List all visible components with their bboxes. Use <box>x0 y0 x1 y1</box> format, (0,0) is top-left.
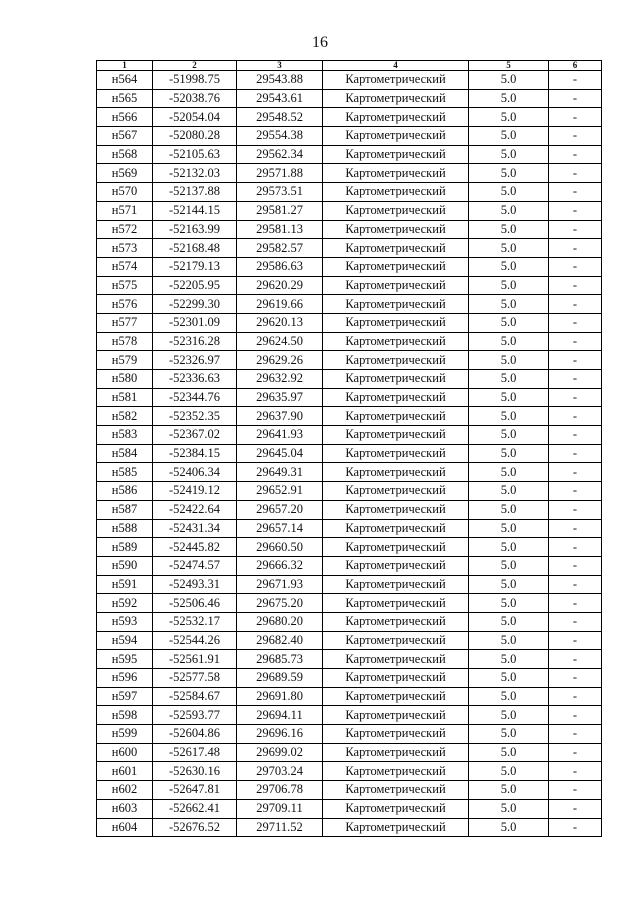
x-coordinate-cell: -52406.34 <box>153 463 237 482</box>
accuracy-cell: 5.0 <box>469 313 549 332</box>
x-coordinate-cell: -52344.76 <box>153 388 237 407</box>
accuracy-cell: 5.0 <box>469 463 549 482</box>
table-row <box>97 818 602 837</box>
accuracy-cell: 5.0 <box>469 706 549 725</box>
table-row <box>97 239 602 258</box>
note-cell: - <box>549 818 602 837</box>
method-cell: Картометрический <box>323 351 469 370</box>
y-coordinate-cell: 29543.61 <box>237 89 323 108</box>
accuracy-cell: 5.0 <box>469 127 549 146</box>
coordinates-table <box>96 60 602 837</box>
note-cell: - <box>549 612 602 631</box>
table-row <box>97 257 602 276</box>
y-coordinate-cell: 29685.73 <box>237 650 323 669</box>
note-cell: - <box>549 276 602 295</box>
y-coordinate-cell: 29573.51 <box>237 183 323 202</box>
table-header-row <box>97 61 602 71</box>
method-cell: Картометрический <box>323 89 469 108</box>
point-id-cell: н577 <box>97 313 153 332</box>
method-cell: Картометрический <box>323 799 469 818</box>
y-coordinate-cell: 29635.97 <box>237 388 323 407</box>
point-id-cell: н601 <box>97 762 153 781</box>
y-coordinate-cell: 29562.34 <box>237 145 323 164</box>
table-row <box>97 407 602 426</box>
x-coordinate-cell: -51998.75 <box>153 71 237 90</box>
table-row <box>97 575 602 594</box>
note-cell: - <box>549 145 602 164</box>
method-cell: Картометрический <box>323 444 469 463</box>
point-id-cell: н580 <box>97 370 153 389</box>
table-row <box>97 781 602 800</box>
y-coordinate-cell: 29620.13 <box>237 313 323 332</box>
point-id-cell: н590 <box>97 556 153 575</box>
note-cell: - <box>549 650 602 669</box>
accuracy-cell: 5.0 <box>469 762 549 781</box>
page-number: 16 <box>312 34 328 51</box>
accuracy-cell: 5.0 <box>469 575 549 594</box>
point-id-cell: н596 <box>97 669 153 688</box>
note-cell: - <box>549 762 602 781</box>
method-cell: Картометрический <box>323 743 469 762</box>
table-row <box>97 426 602 445</box>
note-cell: - <box>549 370 602 389</box>
accuracy-cell: 5.0 <box>469 781 549 800</box>
table-row <box>97 631 602 650</box>
table-row <box>97 332 602 351</box>
note-cell: - <box>549 164 602 183</box>
table-row <box>97 650 602 669</box>
column-header-4: 4 <box>323 61 469 71</box>
accuracy-cell: 5.0 <box>469 725 549 744</box>
accuracy-cell: 5.0 <box>469 388 549 407</box>
method-cell: Картометрический <box>323 426 469 445</box>
method-cell: Картометрический <box>323 127 469 146</box>
x-coordinate-cell: -52493.31 <box>153 575 237 594</box>
accuracy-cell: 5.0 <box>469 108 549 127</box>
point-id-cell: н592 <box>97 594 153 613</box>
point-id-cell: н579 <box>97 351 153 370</box>
note-cell: - <box>549 706 602 725</box>
point-id-cell: н598 <box>97 706 153 725</box>
table-row <box>97 145 602 164</box>
accuracy-cell: 5.0 <box>469 594 549 613</box>
note-cell: - <box>549 482 602 501</box>
note-cell: - <box>549 743 602 762</box>
point-id-cell: н572 <box>97 220 153 239</box>
point-id-cell: н582 <box>97 407 153 426</box>
table-row <box>97 556 602 575</box>
x-coordinate-cell: -52676.52 <box>153 818 237 837</box>
method-cell: Картометрический <box>323 370 469 389</box>
note-cell: - <box>549 220 602 239</box>
method-cell: Картометрический <box>323 762 469 781</box>
y-coordinate-cell: 29657.14 <box>237 519 323 538</box>
y-coordinate-cell: 29641.93 <box>237 426 323 445</box>
x-coordinate-cell: -52144.15 <box>153 201 237 220</box>
table-row <box>97 183 602 202</box>
x-coordinate-cell: -52532.17 <box>153 612 237 631</box>
x-coordinate-cell: -52316.28 <box>153 332 237 351</box>
y-coordinate-cell: 29624.50 <box>237 332 323 351</box>
method-cell: Картометрический <box>323 183 469 202</box>
note-cell: - <box>549 594 602 613</box>
x-coordinate-cell: -52326.97 <box>153 351 237 370</box>
table-row <box>97 669 602 688</box>
point-id-cell: н585 <box>97 463 153 482</box>
accuracy-cell: 5.0 <box>469 669 549 688</box>
table-row <box>97 538 602 557</box>
note-cell: - <box>549 463 602 482</box>
method-cell: Картометрический <box>323 71 469 90</box>
method-cell: Картометрический <box>323 239 469 258</box>
table-row <box>97 799 602 818</box>
y-coordinate-cell: 29706.78 <box>237 781 323 800</box>
accuracy-cell: 5.0 <box>469 201 549 220</box>
point-id-cell: н597 <box>97 687 153 706</box>
method-cell: Картометрический <box>323 257 469 276</box>
accuracy-cell: 5.0 <box>469 220 549 239</box>
x-coordinate-cell: -52593.77 <box>153 706 237 725</box>
y-coordinate-cell: 29699.02 <box>237 743 323 762</box>
note-cell: - <box>549 313 602 332</box>
note-cell: - <box>549 556 602 575</box>
accuracy-cell: 5.0 <box>469 183 549 202</box>
method-cell: Картометрический <box>323 538 469 557</box>
x-coordinate-cell: -52105.63 <box>153 145 237 164</box>
method-cell: Картометрический <box>323 556 469 575</box>
x-coordinate-cell: -52137.88 <box>153 183 237 202</box>
table-row <box>97 594 602 613</box>
method-cell: Картометрический <box>323 706 469 725</box>
x-coordinate-cell: -52080.28 <box>153 127 237 146</box>
accuracy-cell: 5.0 <box>469 351 549 370</box>
method-cell: Картометрический <box>323 482 469 501</box>
note-cell: - <box>549 407 602 426</box>
table-row <box>97 612 602 631</box>
table-row <box>97 463 602 482</box>
note-cell: - <box>549 332 602 351</box>
note-cell: - <box>549 71 602 90</box>
method-cell: Картометрический <box>323 388 469 407</box>
method-cell: Картометрический <box>323 669 469 688</box>
note-cell: - <box>549 781 602 800</box>
note-cell: - <box>549 108 602 127</box>
method-cell: Картометрический <box>323 108 469 127</box>
x-coordinate-cell: -52299.30 <box>153 295 237 314</box>
table-row <box>97 743 602 762</box>
table-row <box>97 482 602 501</box>
note-cell: - <box>549 295 602 314</box>
table-row <box>97 500 602 519</box>
accuracy-cell: 5.0 <box>469 407 549 426</box>
point-id-cell: н593 <box>97 612 153 631</box>
y-coordinate-cell: 29581.27 <box>237 201 323 220</box>
point-id-cell: н603 <box>97 799 153 818</box>
point-id-cell: н584 <box>97 444 153 463</box>
method-cell: Картометрический <box>323 818 469 837</box>
method-cell: Картометрический <box>323 332 469 351</box>
accuracy-cell: 5.0 <box>469 687 549 706</box>
point-id-cell: н586 <box>97 482 153 501</box>
x-coordinate-cell: -52445.82 <box>153 538 237 557</box>
y-coordinate-cell: 29671.93 <box>237 575 323 594</box>
table-row <box>97 706 602 725</box>
point-id-cell: н568 <box>97 145 153 164</box>
point-id-cell: н600 <box>97 743 153 762</box>
table-row <box>97 164 602 183</box>
y-coordinate-cell: 29619.66 <box>237 295 323 314</box>
method-cell: Картометрический <box>323 650 469 669</box>
y-coordinate-cell: 29571.88 <box>237 164 323 183</box>
x-coordinate-cell: -52662.41 <box>153 799 237 818</box>
accuracy-cell: 5.0 <box>469 276 549 295</box>
y-coordinate-cell: 29675.20 <box>237 594 323 613</box>
table-row <box>97 313 602 332</box>
table-row <box>97 762 602 781</box>
note-cell: - <box>549 127 602 146</box>
point-id-cell: н591 <box>97 575 153 594</box>
note-cell: - <box>549 799 602 818</box>
x-coordinate-cell: -52038.76 <box>153 89 237 108</box>
method-cell: Картометрический <box>323 687 469 706</box>
x-coordinate-cell: -52422.64 <box>153 500 237 519</box>
x-coordinate-cell: -52179.13 <box>153 257 237 276</box>
x-coordinate-cell: -52630.16 <box>153 762 237 781</box>
table-row <box>97 127 602 146</box>
point-id-cell: н570 <box>97 183 153 202</box>
x-coordinate-cell: -52561.91 <box>153 650 237 669</box>
y-coordinate-cell: 29548.52 <box>237 108 323 127</box>
x-coordinate-cell: -52577.58 <box>153 669 237 688</box>
point-id-cell: н594 <box>97 631 153 650</box>
method-cell: Картометрический <box>323 463 469 482</box>
accuracy-cell: 5.0 <box>469 426 549 445</box>
method-cell: Картометрический <box>323 201 469 220</box>
note-cell: - <box>549 444 602 463</box>
y-coordinate-cell: 29711.52 <box>237 818 323 837</box>
y-coordinate-cell: 29586.63 <box>237 257 323 276</box>
note-cell: - <box>549 725 602 744</box>
accuracy-cell: 5.0 <box>469 482 549 501</box>
y-coordinate-cell: 29694.11 <box>237 706 323 725</box>
x-coordinate-cell: -52384.15 <box>153 444 237 463</box>
accuracy-cell: 5.0 <box>469 332 549 351</box>
table-row <box>97 388 602 407</box>
note-cell: - <box>549 519 602 538</box>
point-id-cell: н599 <box>97 725 153 744</box>
x-coordinate-cell: -52617.48 <box>153 743 237 762</box>
point-id-cell: н576 <box>97 295 153 314</box>
accuracy-cell: 5.0 <box>469 239 549 258</box>
x-coordinate-cell: -52205.95 <box>153 276 237 295</box>
note-cell: - <box>549 575 602 594</box>
accuracy-cell: 5.0 <box>469 631 549 650</box>
x-coordinate-cell: -52132.03 <box>153 164 237 183</box>
x-coordinate-cell: -52168.48 <box>153 239 237 258</box>
accuracy-cell: 5.0 <box>469 370 549 389</box>
accuracy-cell: 5.0 <box>469 71 549 90</box>
note-cell: - <box>549 351 602 370</box>
accuracy-cell: 5.0 <box>469 145 549 164</box>
table-row <box>97 276 602 295</box>
point-id-cell: н578 <box>97 332 153 351</box>
y-coordinate-cell: 29689.59 <box>237 669 323 688</box>
accuracy-cell: 5.0 <box>469 295 549 314</box>
column-header-5: 5 <box>469 61 549 71</box>
note-cell: - <box>549 89 602 108</box>
y-coordinate-cell: 29680.20 <box>237 612 323 631</box>
accuracy-cell: 5.0 <box>469 818 549 837</box>
method-cell: Картометрический <box>323 725 469 744</box>
note-cell: - <box>549 388 602 407</box>
accuracy-cell: 5.0 <box>469 89 549 108</box>
table-row <box>97 201 602 220</box>
x-coordinate-cell: -52419.12 <box>153 482 237 501</box>
method-cell: Картометрический <box>323 519 469 538</box>
x-coordinate-cell: -52367.02 <box>153 426 237 445</box>
point-id-cell: н587 <box>97 500 153 519</box>
column-header-2: 2 <box>153 61 237 71</box>
x-coordinate-cell: -52584.67 <box>153 687 237 706</box>
point-id-cell: н571 <box>97 201 153 220</box>
note-cell: - <box>549 669 602 688</box>
y-coordinate-cell: 29649.31 <box>237 463 323 482</box>
x-coordinate-cell: -52506.46 <box>153 594 237 613</box>
y-coordinate-cell: 29632.92 <box>237 370 323 389</box>
x-coordinate-cell: -52604.86 <box>153 725 237 744</box>
method-cell: Картометрический <box>323 313 469 332</box>
point-id-cell: н575 <box>97 276 153 295</box>
y-coordinate-cell: 29652.91 <box>237 482 323 501</box>
note-cell: - <box>549 257 602 276</box>
table-row <box>97 725 602 744</box>
column-header-1: 1 <box>97 61 153 71</box>
method-cell: Картометрический <box>323 575 469 594</box>
y-coordinate-cell: 29666.32 <box>237 556 323 575</box>
y-coordinate-cell: 29629.26 <box>237 351 323 370</box>
note-cell: - <box>549 631 602 650</box>
note-cell: - <box>549 426 602 445</box>
point-id-cell: н595 <box>97 650 153 669</box>
x-coordinate-cell: -52336.63 <box>153 370 237 389</box>
column-header-3: 3 <box>237 61 323 71</box>
accuracy-cell: 5.0 <box>469 500 549 519</box>
y-coordinate-cell: 29637.90 <box>237 407 323 426</box>
method-cell: Картометрический <box>323 164 469 183</box>
point-id-cell: н565 <box>97 89 153 108</box>
table-row <box>97 220 602 239</box>
x-coordinate-cell: -52544.26 <box>153 631 237 650</box>
point-id-cell: н574 <box>97 257 153 276</box>
y-coordinate-cell: 29703.24 <box>237 762 323 781</box>
y-coordinate-cell: 29554.38 <box>237 127 323 146</box>
x-coordinate-cell: -52054.04 <box>153 108 237 127</box>
point-id-cell: н602 <box>97 781 153 800</box>
accuracy-cell: 5.0 <box>469 444 549 463</box>
accuracy-cell: 5.0 <box>469 519 549 538</box>
note-cell: - <box>549 538 602 557</box>
table-row <box>97 351 602 370</box>
y-coordinate-cell: 29696.16 <box>237 725 323 744</box>
method-cell: Картометрический <box>323 276 469 295</box>
table-row <box>97 295 602 314</box>
table-row <box>97 519 602 538</box>
note-cell: - <box>549 183 602 202</box>
x-coordinate-cell: -52474.57 <box>153 556 237 575</box>
method-cell: Картометрический <box>323 295 469 314</box>
accuracy-cell: 5.0 <box>469 257 549 276</box>
method-cell: Картометрический <box>323 145 469 164</box>
note-cell: - <box>549 201 602 220</box>
accuracy-cell: 5.0 <box>469 743 549 762</box>
y-coordinate-cell: 29645.04 <box>237 444 323 463</box>
note-cell: - <box>549 239 602 258</box>
x-coordinate-cell: -52352.35 <box>153 407 237 426</box>
y-coordinate-cell: 29657.20 <box>237 500 323 519</box>
table-row <box>97 370 602 389</box>
method-cell: Картометрический <box>323 594 469 613</box>
x-coordinate-cell: -52647.81 <box>153 781 237 800</box>
accuracy-cell: 5.0 <box>469 164 549 183</box>
note-cell: - <box>549 500 602 519</box>
table-row <box>97 444 602 463</box>
x-coordinate-cell: -52301.09 <box>153 313 237 332</box>
method-cell: Картометрический <box>323 220 469 239</box>
accuracy-cell: 5.0 <box>469 538 549 557</box>
table-row <box>97 108 602 127</box>
table-body <box>97 71 602 837</box>
y-coordinate-cell: 29543.88 <box>237 71 323 90</box>
point-id-cell: н588 <box>97 519 153 538</box>
point-id-cell: н583 <box>97 426 153 445</box>
accuracy-cell: 5.0 <box>469 556 549 575</box>
y-coordinate-cell: 29581.13 <box>237 220 323 239</box>
y-coordinate-cell: 29582.57 <box>237 239 323 258</box>
point-id-cell: н604 <box>97 818 153 837</box>
y-coordinate-cell: 29709.11 <box>237 799 323 818</box>
accuracy-cell: 5.0 <box>469 799 549 818</box>
point-id-cell: н566 <box>97 108 153 127</box>
column-header-6: 6 <box>549 61 602 71</box>
note-cell: - <box>549 687 602 706</box>
method-cell: Картометрический <box>323 781 469 800</box>
y-coordinate-cell: 29682.40 <box>237 631 323 650</box>
method-cell: Картометрический <box>323 500 469 519</box>
y-coordinate-cell: 29660.50 <box>237 538 323 557</box>
y-coordinate-cell: 29620.29 <box>237 276 323 295</box>
point-id-cell: н567 <box>97 127 153 146</box>
method-cell: Картометрический <box>323 612 469 631</box>
accuracy-cell: 5.0 <box>469 650 549 669</box>
x-coordinate-cell: -52163.99 <box>153 220 237 239</box>
point-id-cell: н589 <box>97 538 153 557</box>
method-cell: Картометрический <box>323 631 469 650</box>
method-cell: Картометрический <box>323 407 469 426</box>
table-row <box>97 71 602 90</box>
point-id-cell: н573 <box>97 239 153 258</box>
accuracy-cell: 5.0 <box>469 612 549 631</box>
table-row <box>97 89 602 108</box>
x-coordinate-cell: -52431.34 <box>153 519 237 538</box>
y-coordinate-cell: 29691.80 <box>237 687 323 706</box>
table-row <box>97 687 602 706</box>
point-id-cell: н581 <box>97 388 153 407</box>
point-id-cell: н564 <box>97 71 153 90</box>
point-id-cell: н569 <box>97 164 153 183</box>
